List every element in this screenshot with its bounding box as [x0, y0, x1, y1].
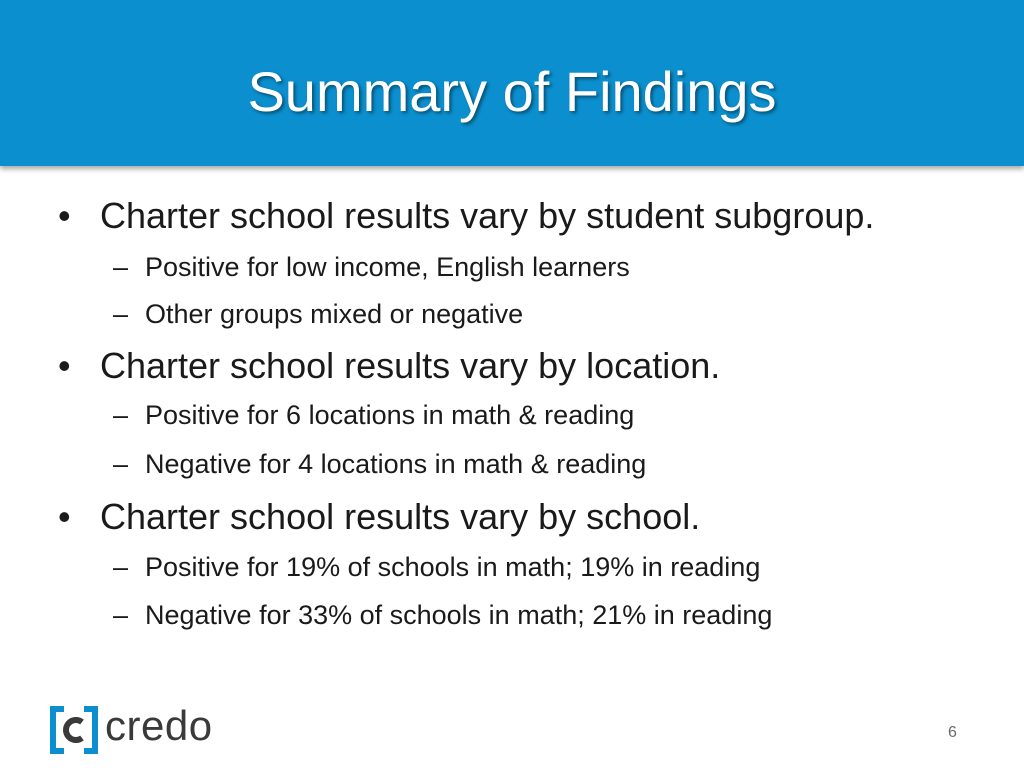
bullet-mark: •	[58, 496, 71, 537]
sub-point	[113, 551, 760, 583]
sub-mark: –	[113, 252, 129, 282]
sub-text: Negative for 4 locations in math & reading	[145, 449, 647, 479]
bullet-mark: •	[58, 345, 71, 386]
bullet-point	[58, 497, 700, 537]
sub-text: Positive for 19% of schools in math; 19% in reading	[145, 552, 761, 582]
bullet-text: Charter school results vary by school.	[100, 496, 701, 537]
bullet-mark: •	[58, 195, 71, 236]
sub-point	[113, 599, 772, 631]
logo-wordmark: credo	[105, 702, 213, 749]
sub-text: Positive for low income, English learners	[145, 252, 630, 282]
slide-title: Summary of Findings	[247, 60, 777, 123]
sub-point	[113, 251, 630, 283]
sub-text: Positive for 6 locations in math & reading	[145, 400, 635, 430]
bullet-text: Charter school results vary by location.	[100, 345, 721, 386]
sub-mark: –	[113, 552, 129, 582]
sub-point	[113, 399, 634, 431]
bullet-point	[58, 196, 874, 236]
page-number: 6	[948, 724, 957, 741]
sub-text: Negative for 33% of schools in math; 21% in reading	[145, 600, 773, 630]
bullet-point	[58, 346, 720, 386]
sub-mark: –	[113, 400, 129, 430]
sub-mark: –	[113, 449, 129, 479]
sub-text: Other groups mixed or negative	[145, 299, 524, 329]
credo-logo-icon	[50, 706, 98, 754]
bullet-text: Charter school results vary by student subgroup.	[100, 195, 875, 236]
sub-mark: –	[113, 600, 129, 630]
sub-point	[113, 448, 646, 480]
sub-mark: –	[113, 299, 129, 329]
sub-point	[113, 298, 523, 330]
